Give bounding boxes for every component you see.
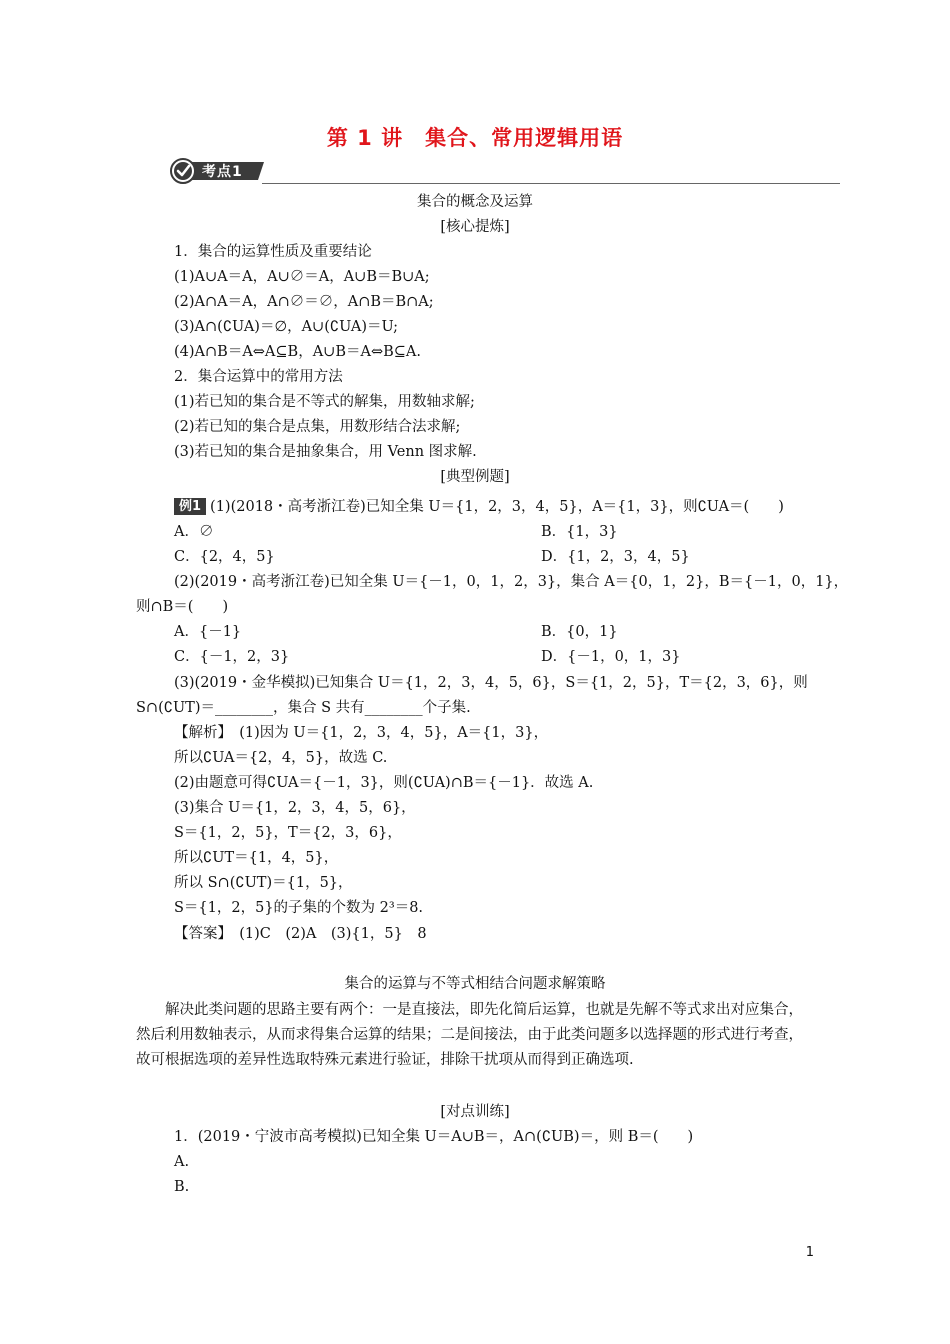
section-divider bbox=[262, 183, 840, 184]
solution-line: 所以 S∩(∁UT)＝{1，5}， bbox=[174, 875, 353, 891]
training-question-1: 1．(2019・宁波市高考模拟)已知全集 U＝A∪B＝，A∩(∁UB)＝，则 B＝( ) bbox=[174, 1129, 694, 1145]
list-item: 1．集合的运算性质及重要结论 bbox=[174, 244, 372, 260]
option: A．∅ bbox=[174, 524, 214, 540]
solution-line: (3)集合 U＝{1，2，3，4，5，6}， bbox=[174, 800, 416, 816]
option: D．{－1，0，1，3} bbox=[541, 649, 681, 665]
strategy-paragraph: 解决此类问题的思路主要有两个：一是直接法，即先化简后运算，也就是先解不等式求出对应集合，然后利用数轴表示，从而求得集合运算的结果；二是间接法，由于此类问题多以选择题的形式进行考查，故可根据选项的差异性选取特殊元素进行验证，排除干扰项从而得到正确选项. bbox=[136, 1002, 803, 1068]
solution-line: 所以∁UT＝{1，4，5}， bbox=[174, 850, 339, 866]
option: B. bbox=[174, 1179, 190, 1195]
example-question-2: (2)(2019・高考浙江卷)已知全集 U＝{－1，0，1，2，3}，集合 A＝{0，1，2}，B＝{－1，0，1}， bbox=[174, 574, 849, 590]
example-badge: 例1 bbox=[174, 498, 206, 515]
sub-heading-core: [核心提炼] bbox=[440, 219, 510, 235]
option: B．{0，1} bbox=[541, 624, 618, 640]
example-question-1: 例1 (1)(2018・高考浙江卷)已知全集 U＝{1，2，3，4，5}，A＝{1，3}，则∁UA＝( ) bbox=[174, 497, 784, 517]
list-item: (1)若已知的集合是不等式的解集，用数轴求解; bbox=[174, 394, 475, 410]
answer-line: 【答案】 (1)C (2)A (3){1，5} 8 bbox=[174, 926, 427, 942]
solution-line: 所以∁UA＝{2，4，5}，故选 C. bbox=[174, 750, 388, 766]
solution-line: S＝{1，2，5}，T＝{2，3，6}， bbox=[174, 825, 402, 841]
option: B．{1，3} bbox=[541, 524, 618, 540]
example-question-3-cont: S∩(∁UT)＝________，集合 S 共有________个子集. bbox=[136, 700, 471, 716]
solution-line: 【解析】 (1)因为 U＝{1，2，3，4，5}，A＝{1，3}， bbox=[174, 725, 549, 741]
list-item: (1)A∪A＝A，A∪∅＝A，A∪B＝B∪A; bbox=[174, 269, 430, 285]
option: C．{2，4，5} bbox=[174, 549, 275, 565]
list-item: 2．集合运算中的常用方法 bbox=[174, 369, 343, 385]
example-question-3: (3)(2019・金华模拟)已知集合 U＝{1，2，3，4，5，6}，S＝{1，2，5}，T＝{2，3，6}，则 bbox=[174, 675, 808, 691]
list-item: (2)A∩A＝A，A∩∅＝∅，A∩B＝B∩A; bbox=[174, 294, 434, 310]
sub-heading-training: [对点训练] bbox=[440, 1104, 510, 1120]
option: A．{－1} bbox=[174, 624, 242, 640]
option: D．{1，2，3，4，5} bbox=[541, 549, 690, 565]
example-question-2-cont: 则∩B＝( ) bbox=[136, 599, 229, 615]
page-number: 1 bbox=[805, 1245, 814, 1260]
solution-line: S＝{1，2，5}的子集的个数为 2³＝8. bbox=[174, 900, 424, 916]
kaodian-badge bbox=[170, 158, 268, 184]
list-item: (4)A∩B＝A⇔A⊆B，A∪B＝A⇔B⊆A. bbox=[174, 344, 421, 360]
option: A. bbox=[174, 1154, 190, 1170]
list-item: (2)若已知的集合是点集，用数形结合法求解; bbox=[174, 419, 461, 435]
list-item: (3)A∩(∁UA)＝∅，A∪(∁UA)＝U; bbox=[174, 319, 399, 335]
sub-heading-examples: [典型例题] bbox=[440, 469, 510, 485]
section-heading-2: 集合的运算与不等式相结合问题求解策略 bbox=[344, 976, 606, 992]
option: C．{－1，2，3} bbox=[174, 649, 290, 665]
section-heading: 集合的概念及运算 bbox=[417, 194, 533, 210]
kaodian-label: 考点1 bbox=[202, 164, 243, 180]
solution-line: (2)由题意可得∁UA＝{－1，3}，则(∁UA)∩B＝{－1}．故选 A. bbox=[174, 775, 594, 791]
list-item: (3)若已知的集合是抽象集合，用 Venn 图求解. bbox=[174, 444, 477, 460]
page-title: 第 1 讲 集合、常用逻辑用语 bbox=[326, 126, 624, 150]
